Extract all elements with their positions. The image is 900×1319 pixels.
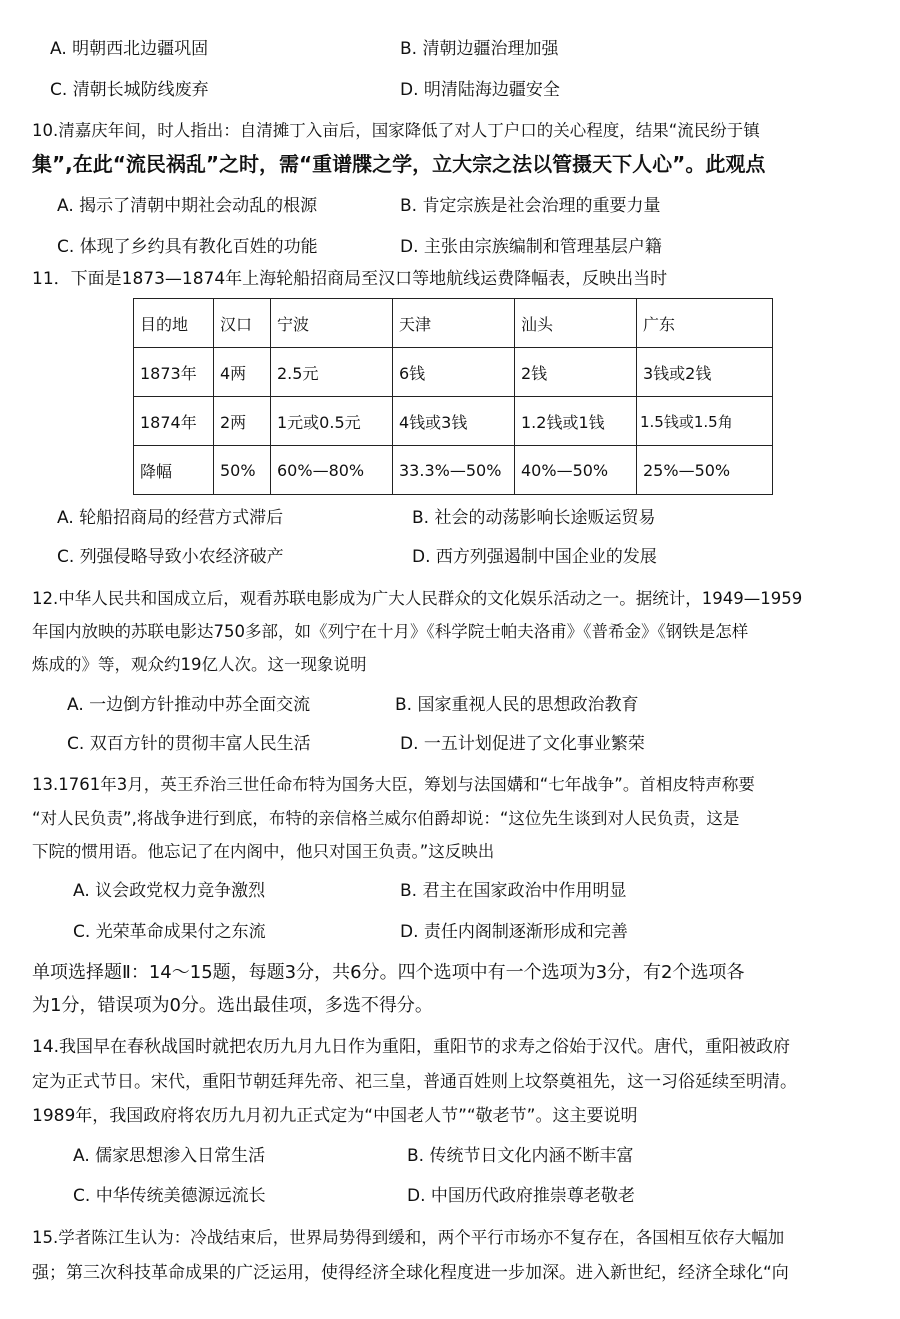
table-cell: 6钱 — [393, 348, 515, 397]
q11-stem-line-1: 11．下面是1873—1874年上海轮船招商局至汉口等地航线运费降幅表，反映出当时 — [32, 269, 668, 289]
q10-option-d: D. 主张由宗族编制和管理基层户籍 — [400, 237, 662, 257]
table-cell: 4钱或3钱 — [393, 397, 515, 446]
q12-stem-line-1: 12.中华人民共和国成立后，观看苏联电影成为广大人民群众的文化娱乐活动之一。据统计，1949—1959 — [32, 589, 803, 608]
table-header-cell: 汕头 — [515, 299, 637, 348]
q13-option-b: B. 君主在国家政治中作用明显 — [400, 881, 627, 901]
table-cell: 1.2钱或1钱 — [515, 397, 637, 446]
table-header-cell: 广东 — [637, 299, 773, 348]
table-cell: 3钱或2钱 — [637, 348, 773, 397]
q11-option-d: D. 西方列强遏制中国企业的发展 — [412, 547, 657, 567]
q9-option-d: D. 明清陆海边疆安全 — [400, 80, 560, 100]
q11-option-b: B. 社会的动荡影响长途贩运贸易 — [412, 508, 656, 528]
table-cell: 1元或0.5元 — [271, 397, 393, 446]
table-cell: 2.5元 — [271, 348, 393, 397]
table-cell: 60%—80% — [271, 446, 393, 495]
q10-stem-line-2: 集”,在此“流民祸乱”之时，需“重谱牒之学，立大宗之法以管摄天下人心”。此观点 — [32, 152, 766, 176]
table-header-cell: 天津 — [393, 299, 515, 348]
table-cell: 2两 — [214, 397, 271, 446]
table-cell: 1.5钱或1.5角 — [637, 397, 773, 446]
q11-option-c: C. 列强侵略导致小农经济破产 — [57, 547, 284, 567]
q12-option-c: C. 双百方针的贯彻丰富人民生活 — [67, 734, 311, 754]
q13-option-a: A. 议会政党权力竞争激烈 — [73, 881, 266, 901]
q15-stem-line-2: 强；第三次科技革命成果的广泛运用，使得经济全球化程度进一步加深。进入新世纪，经济全球化“向 — [32, 1263, 789, 1283]
q14-stem-line-1: 14.我国早在春秋战国时就把农历九月九日作为重阳，重阳节的求寿之俗始于汉代。唐代，重阳被政府 — [32, 1037, 791, 1057]
table-header-cell: 目的地 — [134, 299, 214, 348]
q12-option-d: D. 一五计划促进了文化事业繁荣 — [400, 734, 645, 754]
table-cell: 33.3%—50% — [393, 446, 515, 495]
table-row — [134, 397, 773, 446]
q10-stem-line-1: 10.清嘉庆年间，时人指出：自清摊丁入亩后，国家降低了对人丁户口的关心程度，结果“流民纷于镇 — [32, 121, 760, 140]
q13-stem-line-1: 13.1761年3月，英王乔治三世任命布特为国务大臣，筹划与法国媾和“七年战争”。首相皮特声称要 — [32, 775, 755, 794]
q13-stem-line-3: 下院的惯用语。他忘记了在内阁中，他只对国王负责。”这反映出 — [32, 842, 495, 861]
q13-stem-line-2: “对人民负责”,将战争进行到底，布特的亲信格兰威尔伯爵却说：“这位先生谈到对人民负责，这是 — [32, 809, 740, 828]
q14-option-b: B. 传统节日文化内涵不断丰富 — [407, 1146, 634, 1166]
q10-option-b: B. 肯定宗族是社会治理的重要力量 — [400, 196, 661, 216]
table-header-row — [134, 299, 773, 348]
table-row — [134, 446, 773, 495]
table-header-cell: 宁波 — [271, 299, 393, 348]
table-cell: 2钱 — [515, 348, 637, 397]
q10-option-c: C. 体现了乡约具有教化百姓的功能 — [57, 237, 318, 257]
q12-stem-line-3: 炼成的》等，观众约19亿人次。这一现象说明 — [32, 655, 367, 674]
table-cell: 降幅 — [134, 446, 214, 495]
q12-option-b: B. 国家重视人民的思想政治教育 — [395, 695, 639, 715]
q12-option-a: A. 一边倒方针推动中苏全面交流 — [67, 695, 311, 715]
q14-option-c: C. 中华传统美德源远流长 — [73, 1186, 266, 1206]
q14-stem-line-2: 定为正式节日。宋代，重阳节朝廷拜先帝、祀三皇，普通百姓则上坟祭奠祖先，这一习俗延续至明清。 — [32, 1072, 797, 1092]
q9-option-a: A. 明朝西北边疆巩固 — [50, 39, 209, 59]
table-cell: 40%—50% — [515, 446, 637, 495]
q14-option-d: D. 中国历代政府推崇尊老敬老 — [407, 1186, 635, 1206]
table-header-cell: 汉口 — [214, 299, 271, 348]
table-cell: 4两 — [214, 348, 271, 397]
table-cell: 1873年 — [134, 348, 214, 397]
q14-option-a: A. 儒家思想渗入日常生活 — [73, 1146, 266, 1166]
table-cell: 50% — [214, 446, 271, 495]
q15-stem-line-1: 15.学者陈江生认为：冷战结束后，世界局势得到缓和，两个平行市场亦不复存在，各国相互依存大幅加 — [32, 1228, 785, 1247]
q12-stem-line-2: 年国内放映的苏联电影达750多部，如《列宁在十月》《科学院士帕夫洛甫》《普希金》《钢铁是怎样 — [32, 622, 749, 641]
q14-stem-line-3: 1989年，我国政府将农历九月初九正式定为“中国老人节”“敬老节”。这主要说明 — [32, 1106, 638, 1126]
section2-instructions-line-1: 单项选择题Ⅱ：14～15题，每题3分，共6分。四个选项中有一个选项为3分，有2个选项各 — [32, 962, 745, 983]
q11-option-a: A. 轮船招商局的经营方式滞后 — [57, 508, 284, 528]
q13-option-c: C. 光荣革命成果付之东流 — [73, 922, 266, 942]
q9-option-c: C. 清朝长城防线废弃 — [50, 80, 209, 100]
table-row — [134, 348, 773, 397]
table-cell: 25%—50% — [637, 446, 773, 495]
section2-instructions-line-2: 为1分，错误项为0分。选出最佳项，多选不得分。 — [32, 995, 433, 1016]
q13-option-d: D. 责任内阁制逐渐形成和完善 — [400, 922, 628, 942]
freight-rate-table — [133, 298, 773, 495]
q9-option-b: B. 清朝边疆治理加强 — [400, 39, 559, 59]
table-cell: 1874年 — [134, 397, 214, 446]
q10-option-a: A. 揭示了清朝中期社会动乱的根源 — [57, 196, 318, 216]
